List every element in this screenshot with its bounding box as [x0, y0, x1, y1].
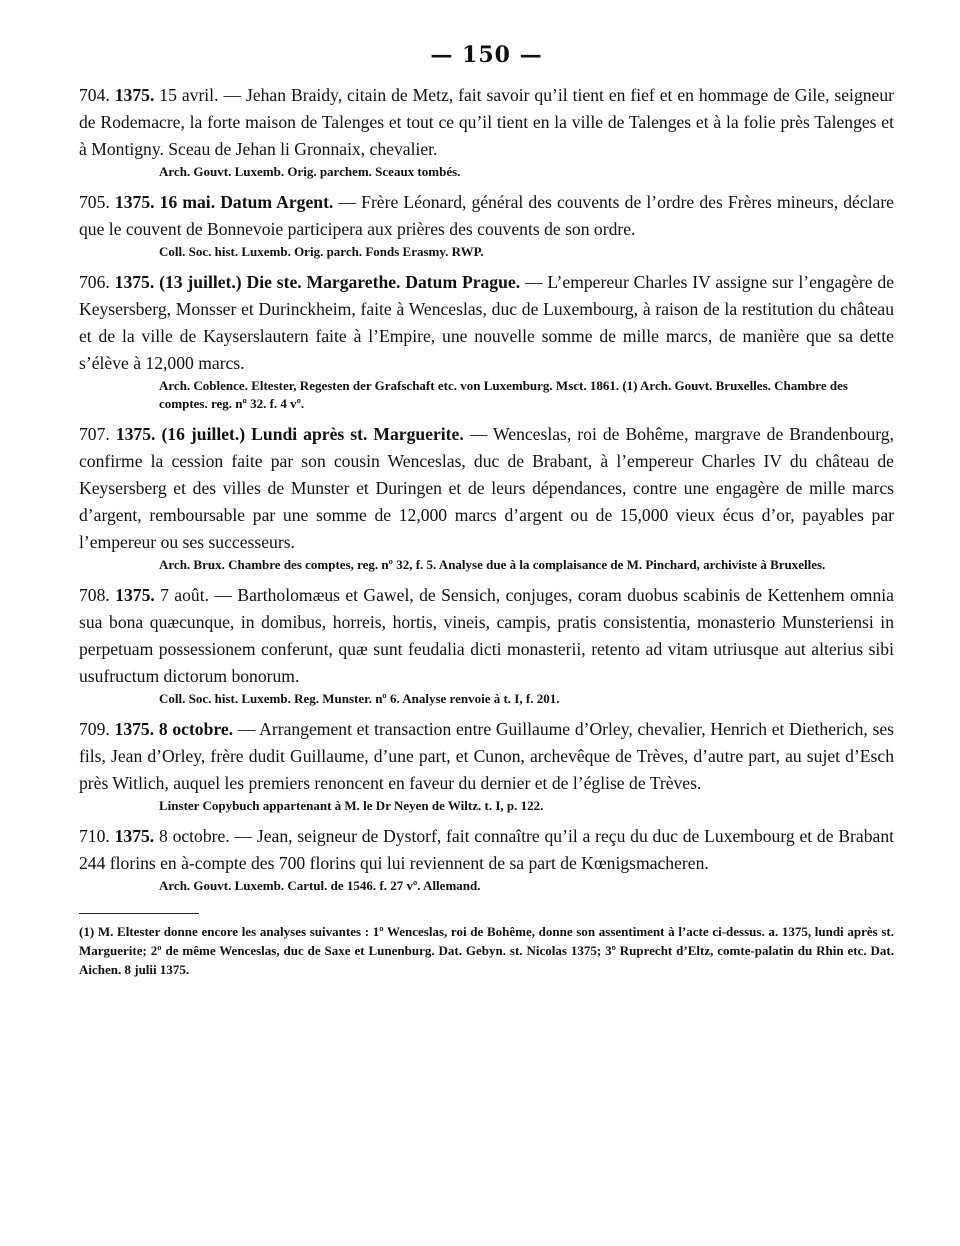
entry-source: Coll. Soc. hist. Luxemb. Orig. parch. Fonds Erasmy. RWP.	[159, 244, 484, 259]
entry-text: 709. 1375. 8 octobre. — Arrangement et transaction entre Guillaume d’Orley, chevalier, Henrich et Dietherich, ses fils, Jean d’Orley, frère dudit Guillaume, d’une part, et Cunon, archevêque de Trèves, d’autre part, au sujet d’Esch près Witlich, auquel les premiers renoncent en faveur du dernier et de l’église de Trèves.	[79, 719, 894, 793]
entry-708	[79, 582, 894, 708]
entry-text: 710. 1375. 8 octobre. — Jean, seigneur de Dystorf, fait connaître qu’il a reçu du duc de Luxembourg et de Brabant 244 florins en à-compte des 700 florins qui lui reviennent de sa part de Kœnigsmacheren.	[79, 826, 895, 873]
entry-text: 708. 1375. 7 août. — Bartholomæus et Gawel, de Sensich, conjuges, coram duobus scabinis de Kettenhem omnia sua bona quæcunque, in domibus, horreis, hortis, vineis, campis, pratis consistentia, monasterio Munsteriensi in perpetuam possessionem conferunt, quæ sunt feudalia dicti monasterii, retento ad vitam utriusque aut alterius sibi usufructum dictorum bonorum.	[79, 585, 894, 686]
entry-source: Coll. Soc. hist. Luxemb. Reg. Munster. nº 6. Analyse renvoie à t. I, f. 201.	[159, 691, 560, 706]
entry-705	[79, 189, 894, 261]
entry-text: 705. 1375. 16 mai. Datum Argent. — Frère Léonard, général des couvents de l’ordre des Frères mineurs, déclare que le couvent de Bonnevoie participera aux prières des couvents de son ordre.	[79, 192, 894, 239]
entry-710	[79, 823, 894, 895]
entry-709	[79, 716, 894, 815]
footnote: (1) M. Eltester donne encore les analyses suivantes : 1º Wenceslas, roi de Bohême, donne son assentiment à l’acte ci-dessus. a. 1375, lundi après st. Marguerite; 2º de même Wenceslas, duc de Saxe et Lunenburg. Dat. Gebyn. st. Nicolas 1375; 3º Ruprecht d’Eltz, comte-palatin du Rhin etc. Dat. Aichen. 8 julii 1375.	[79, 924, 894, 977]
entry-707	[79, 421, 894, 574]
entry-text: 704. 1375. 15 avril. — Jehan Braidy, citain de Metz, fait savoir qu’il tient en fief et en hommage de Gile, seigneur de Rodemacre, la forte maison de Talenges et tout ce qu’il tient en la ville de Talenges et à la folie près Talenges et à Montigny. Sceau de Jehan li Gronnaix, chevalier.	[79, 85, 895, 159]
footnote-divider	[79, 913, 199, 914]
entry-source: Arch. Gouvt. Luxemb. Orig. parchem. Sceaux tombés.	[159, 164, 461, 179]
entry-text: 706. 1375. (13 juillet.) Die ste. Margarethe. Datum Prague. — L’empereur Charles IV assigne sur l’engagère de Keysersberg, Monsser et Durinckheim, faite à Wenceslas, duc de Luxembourg, à raison de la restitution du château et de la ville de Kayserslautern faite à l’Empire, une nouvelle somme de mille marcs, de manière que sa dette s’élève à 12,000 marcs.	[79, 272, 895, 373]
entry-source: Linster Copybuch appartenant à M. le Dr Neyen de Wiltz. t. I, p. 122.	[159, 798, 544, 813]
document-page	[79, 42, 894, 979]
page-number: — 150 —	[430, 42, 543, 68]
entry-text: 707. 1375. (16 juillet.) Lundi après st. Marguerite. — Wenceslas, roi de Bohême, margrave de Brandenbourg, confirme la cession faite par son cousin Wenceslas, duc de Brabant, à l’empereur Charles IV du château de Keysersberg et des villes de Munster et Duringen et de leurs dépendances, contre une engagère de mille marcs d’argent, remboursable par une somme de 12,000 marcs d’argent ou de 15,000 vieux écus d’or, payables par l’empereur ou ses successeurs.	[79, 424, 895, 552]
entry-706	[79, 269, 894, 413]
entry-source: Arch. Gouvt. Luxemb. Cartul. de 1546. f. 27 vº. Allemand.	[159, 878, 481, 893]
entry-source: Arch. Brux. Chambre des comptes, reg. nº 32, f. 5. Analyse due à la complaisance de M. Pinchard, archiviste à Bruxelles.	[159, 557, 826, 572]
entry-source: Arch. Coblence. Eltester, Regesten der Grafschaft etc. von Luxemburg. Msct. 1861. (1) Arch. Gouvt. Bruxelles. Chambre des comptes. reg. nº 32. f. 4 vº.	[159, 378, 848, 411]
entry-704	[79, 82, 894, 181]
